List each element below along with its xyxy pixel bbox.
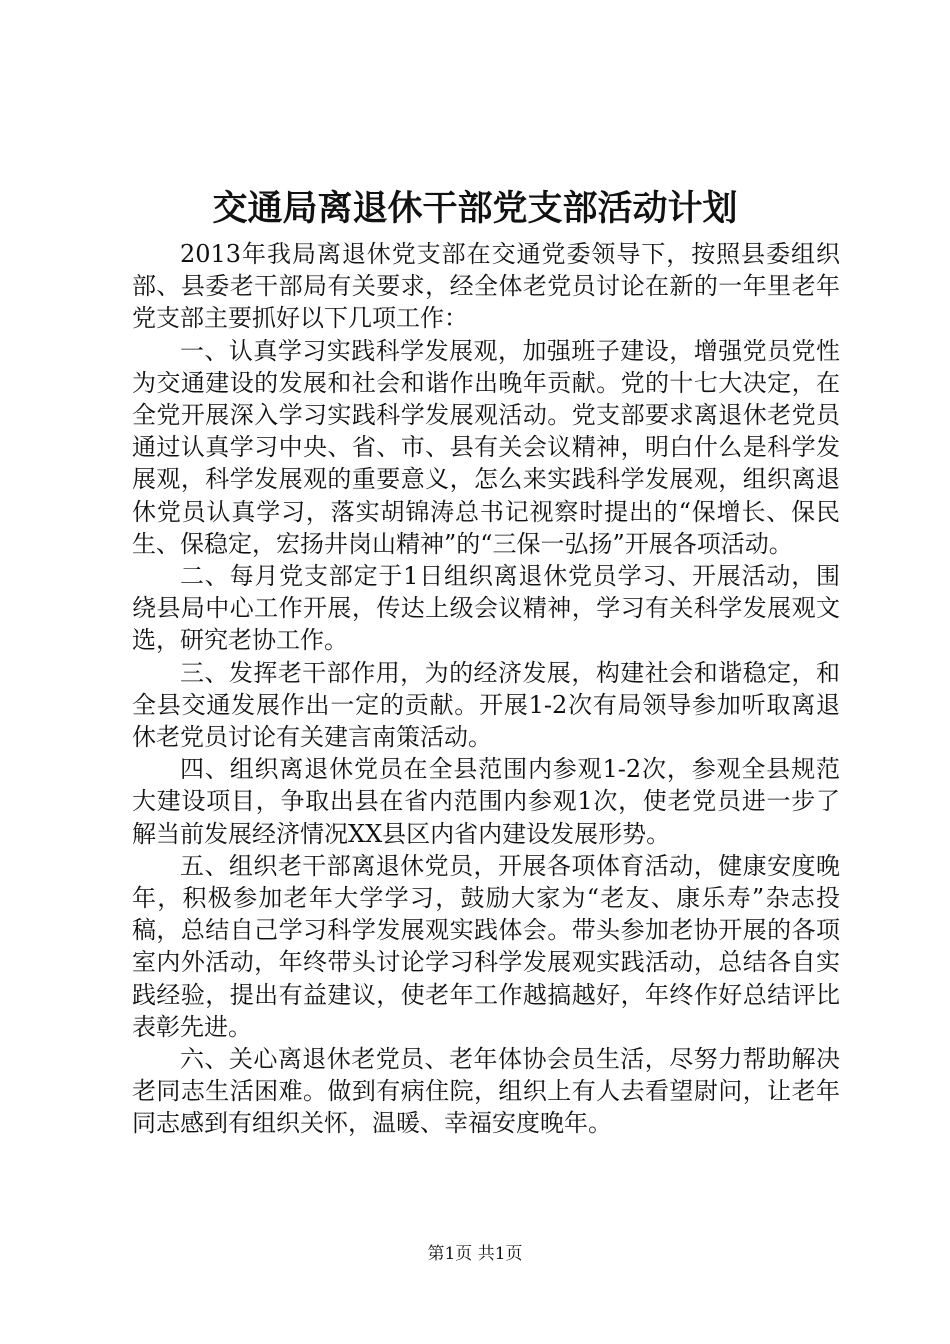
intro-paragraph: 2013年我局离退休党支部在交通党委领导下，按照县委组织部、县委老干部局有关要求，经全体老党员讨论在新的一年里老年党支部主要抓好以下几项工作： (132, 240, 840, 333)
item-3-paragraph: 三、发挥老干部作用，为的经济发展，构建社会和谐稳定，和全县交通发展作出一定的贡献。开展1-2次有局领导参加听取离退休老党员讨论有关建言南策活动。 (132, 658, 840, 752)
item-5-paragraph: 五、组织老干部离退休党员，开展各项体育活动，健康安度晚年，积极参加老年大学学习，鼓励大家为“老友、康乐寿”杂志投稿，总结自己学习科学发展观实践体会。带头参加老协开展的各项室内外活动，年终带头讨论学习科学发展观实践活动，总结各自实践经验，提出有益建议，使老年工作越搞越好，年终作好总结评比表彰先进。 (132, 851, 840, 1041)
item-6-paragraph: 六、关心离退休老党员、老年体协会员生活，尽努力帮助解决老同志生活困难。做到有病住院，组织上有人去看望尉问，让老年同志感到有组织关怀，温暖、幸福安度晚年。 (132, 1045, 840, 1138)
page-footer: 第1页 共1页 (427, 1244, 523, 1264)
item-1-paragraph: 一、认真学习实践科学发展观，加强班子建设，增强党员党性为交通建设的发展和社会和谐作出晚年贡献。党的十七大决定，在全党开展深入学习实践科学发展观活动。党支部要求离退休老党员通过认真学习中央、省、市、县有关会议精神，明白什么是科学发展观，科学发展观的重要意义，怎么来实践科学发展观，组织离退休党员认真学习，落实胡锦涛总书记视察时提出的“保增长、保民生、保稳定，宏扬井岗山精神”的“三保一弘扬”开展各项活动。 (132, 336, 840, 558)
document-body (132, 238, 840, 1140)
item-4-paragraph: 四、组织离退休党员在全县范围内参观1-2次，参观全县规范大建设项目，争取出县在省内范围内参观1次，使老党员进一步了解当前发展经济情况XX县区内省内建设发展形势。 (132, 755, 840, 848)
item-2-paragraph: 二、每月党支部定于1日组织离退休党员学习、开展活动，围绕县局中心工作开展，传达上级会议精神，学习有关科学发展观文选，研究老协工作。 (132, 562, 840, 655)
document-title: 交通局离退休干部党支部活动计划 (212, 188, 738, 229)
